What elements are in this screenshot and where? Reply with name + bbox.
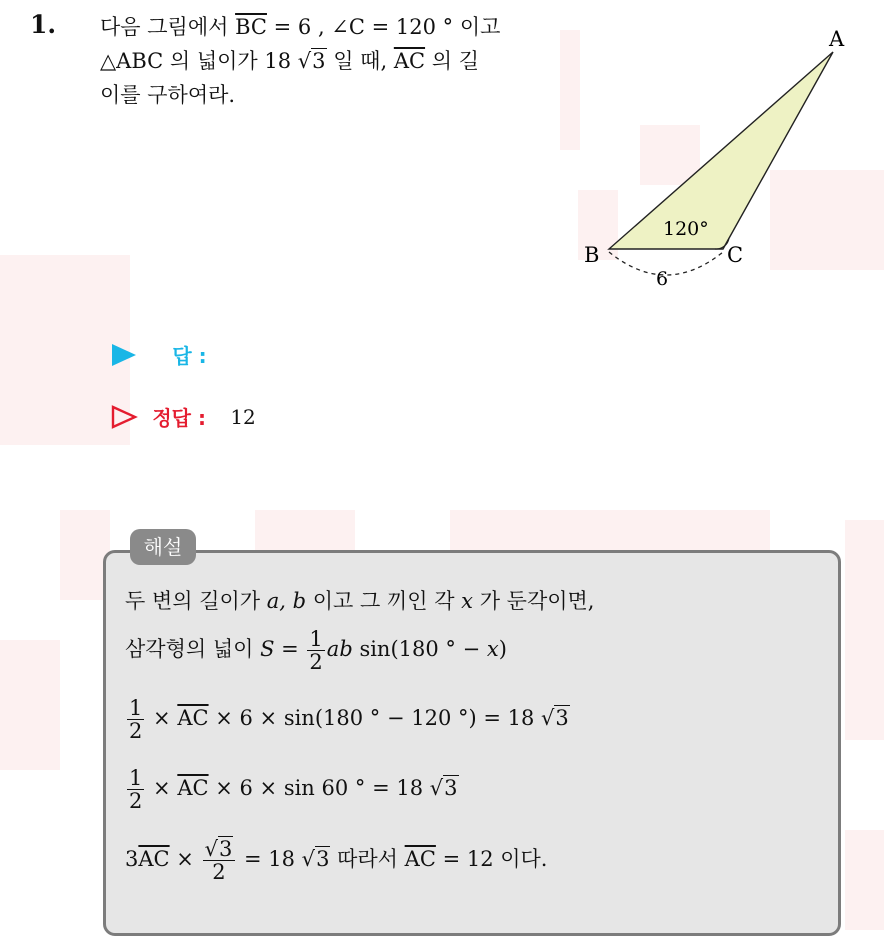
- fraction: $\frac{1}{2}$: [129, 766, 143, 814]
- solution-line-3: $\frac{1}{2}$ × $\overline{AC} \times 6 \times \sin(180$ ° − 120 °) = 18 √3: [129, 696, 569, 744]
- sqrt: √3: [541, 706, 569, 731]
- question-line-1: 다음 그림에서 $\overline{BC} = 6$ , ∠C = 120 ° 이고: [100, 15, 501, 39]
- bg-patch: [845, 830, 884, 930]
- vertex-c-label: C: [727, 243, 744, 267]
- question-number: 1.: [30, 10, 57, 39]
- fraction: $\frac{1}{2}$: [309, 627, 323, 675]
- solution-line-5: $3\overline{AC}$ × $\frac{√3}{2}$ = 18 √3 따라서 $\overline{AC} = 12$ 이다.: [125, 837, 548, 885]
- side-label: 6: [656, 268, 669, 290]
- correct-answer-value: 12: [230, 404, 256, 429]
- sqrt: √3: [301, 847, 330, 872]
- solution-line-2: 삼각형의 넓이 S = $\frac{1}{2}$ ab sin(180 ° − x): [125, 627, 507, 675]
- fraction: $\frac{1}{2}$: [129, 696, 143, 744]
- question-text: [100, 10, 580, 112]
- correct-answer-row: [110, 402, 256, 431]
- vertex-a-label: A: [829, 27, 845, 51]
- answer-row: [110, 340, 207, 369]
- vertex-b-label: B: [584, 243, 600, 267]
- solution-line-4: $\frac{1}{2}$ × $\overline{AC} \times 6 \times \sin 60$ ° = 18 √3: [129, 766, 458, 814]
- bg-patch: [0, 640, 60, 770]
- sqrt: √3: [297, 49, 326, 73]
- bg-patch: [845, 520, 884, 740]
- sqrt: √3: [429, 776, 458, 801]
- fraction: $\frac{√3}{2}$: [203, 838, 236, 883]
- play-icon: [110, 342, 138, 368]
- question-line-3: 이를 구하여라.: [100, 83, 236, 107]
- angle-label: 120°: [663, 218, 709, 240]
- solution-tab: 해설: [130, 529, 196, 565]
- solution-line-1: 두 변의 길이가 a, b 이고 그 끼인 각 x 가 둔각이면,: [125, 589, 595, 613]
- question-line-2: △ABC 의 넓이가 18 √3 일 때, $\overline{AC}$ 의 길: [100, 44, 580, 78]
- correct-answer-label: 정답 :: [152, 406, 206, 430]
- segment-bc: $\overline{BC}$: [235, 15, 267, 39]
- triangle-figure: [578, 22, 868, 297]
- triangle-abc: [609, 52, 833, 249]
- answer-label: 답 :: [172, 344, 207, 368]
- bg-patch: [450, 510, 770, 550]
- triangle-outline-icon: [110, 404, 138, 430]
- bg-patch: [255, 510, 355, 550]
- segment-ac: $\overline{AC}$: [393, 49, 426, 73]
